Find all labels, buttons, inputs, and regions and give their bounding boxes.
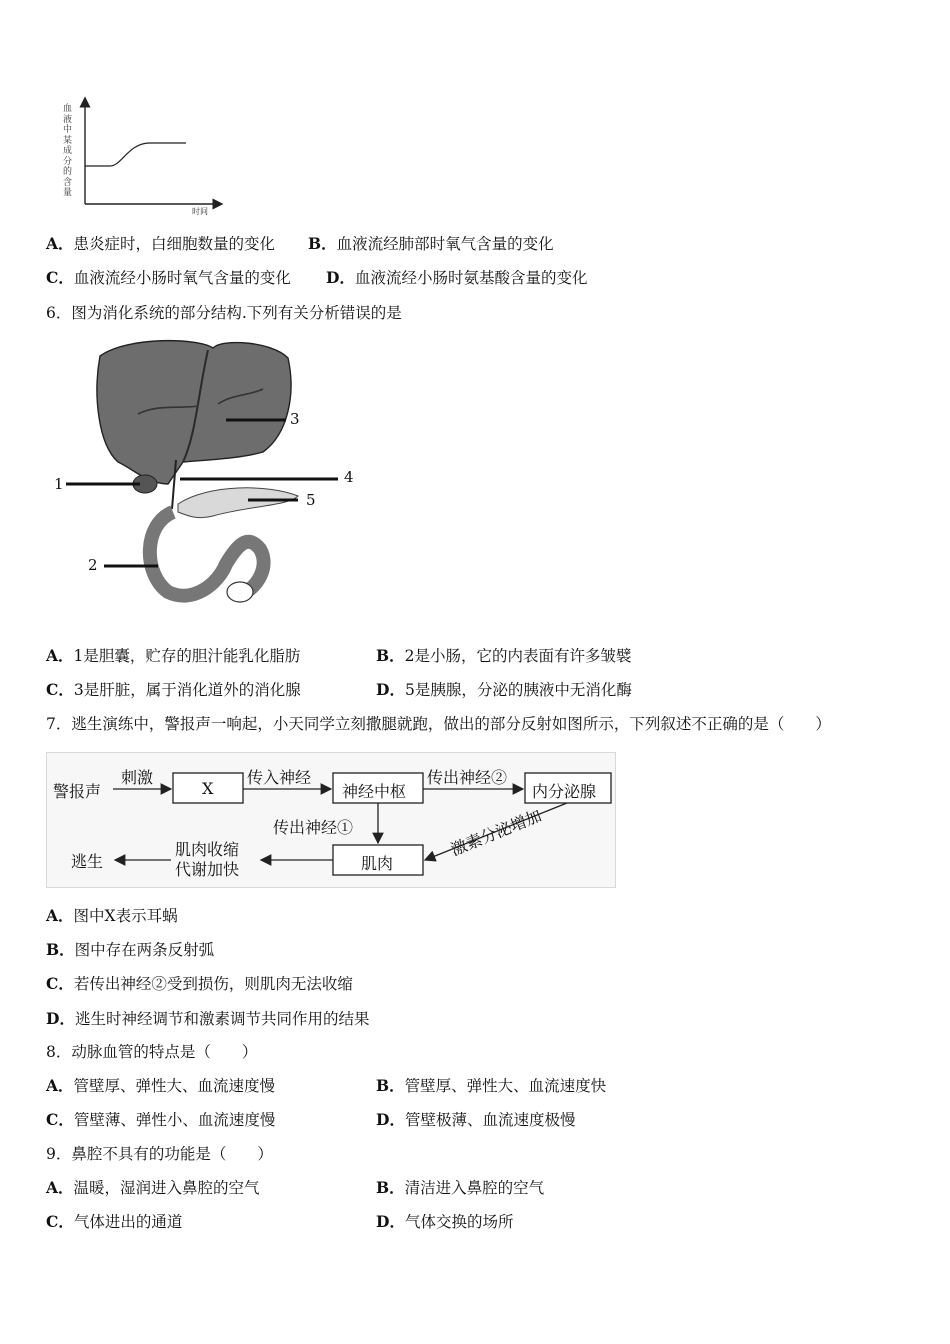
q9-option-c: C．气体进出的通道 [46,1212,183,1231]
q6-option-b: B．2是小肠，它的内表面有许多皱襞 [376,646,632,665]
flow-afferent: 传入神经 [247,768,312,787]
flow-efferent1: 传出神经① [273,818,354,837]
figure-label-3: 3 [290,410,300,428]
q8-option-c: C．管壁薄、弹性小、血流速度慢 [46,1110,276,1129]
q6-option-c: C．3是肝脏，属于消化道外的消化腺 [46,680,301,699]
flow-contract2: 代谢加快 [175,860,240,879]
q6-stem: 6．图为消化系统的部分结构.下列有关分析错误的是 [46,304,402,322]
figure-label-5: 5 [306,491,316,509]
q5-option-c: C．血液流经小肠时氧气含量的变化 [46,268,291,287]
liver-shape [97,341,291,484]
q8-option-b: B．管壁厚、弹性大、血流速度快 [376,1076,607,1095]
q7-option-d: D．逃生时神经调节和激素调节共同作用的结果 [46,1009,370,1028]
content-graph [60,96,230,221]
flow-x: X [202,779,214,798]
q5-option-a: A．患炎症时，白细胞数量的变化 [46,234,276,253]
figure-label-2: 2 [88,556,98,574]
q7-stem: 7．逃生演练中，警报声一响起，小天同学立刻撒腿就跑，做出的部分反射如图所示，下列叙述不正确的是（ ） [46,715,831,733]
pancreas-shape [178,488,298,518]
q5-option-d: D．血液流经小肠时氨基酸含量的变化 [326,268,588,287]
q9-stem: 9．鼻腔不具有的功能是（ ） [46,1145,273,1163]
q6-option-d: D．5是胰腺，分泌的胰液中无消化酶 [376,680,632,699]
figure-label-4: 4 [344,468,354,486]
flow-center: 神经中枢 [342,782,407,801]
q8-stem: 8．动脉血管的特点是（ ） [46,1043,258,1061]
q9-option-a: A．温暖，湿润进入鼻腔的空气 [46,1178,260,1197]
flow-hormone: 激素分泌增加 [448,805,545,860]
reflex-flow-diagram [46,752,616,888]
q7-option-a: A．图中X表示耳蜗 [46,906,178,925]
q7-option-b: B．图中存在两条反射弧 [46,940,215,959]
content-graph-svg [60,96,230,221]
flow-alarm: 警报声 [53,782,102,801]
graph-y-axis-label: 血液中某成分的含量 [63,104,73,198]
digestive-system-figure [48,334,368,614]
q5-option-b: B．血液流经肺部时氧气含量的变化 [308,234,554,253]
flow-stimulus: 刺激 [121,768,154,787]
intestine-opening [227,582,253,602]
flow-efferent2: 传出神经② [427,768,508,787]
q8-option-a: A．管壁厚、弹性大、血流速度慢 [46,1076,276,1095]
q6-option-a: A．1是胆囊，贮存的胆汁能乳化脂肪 [46,646,301,665]
figure-label-1: 1 [54,475,64,493]
flow-escape: 逃生 [71,852,104,871]
q9-option-d: D．气体交换的场所 [376,1212,514,1231]
curve-line [85,143,186,166]
q8-option-d: D．管壁极薄、血流速度极慢 [376,1110,576,1129]
graph-x-axis-label: 时间 [192,207,208,216]
q7-option-c: C．若传出神经②受到损伤，则肌肉无法收缩 [46,974,353,993]
flow-gland: 内分泌腺 [532,782,597,801]
q9-option-b: B．清洁进入鼻腔的空气 [376,1178,545,1197]
flow-contract1: 肌肉收缩 [175,840,240,859]
flow-muscle: 肌肉 [361,854,394,873]
